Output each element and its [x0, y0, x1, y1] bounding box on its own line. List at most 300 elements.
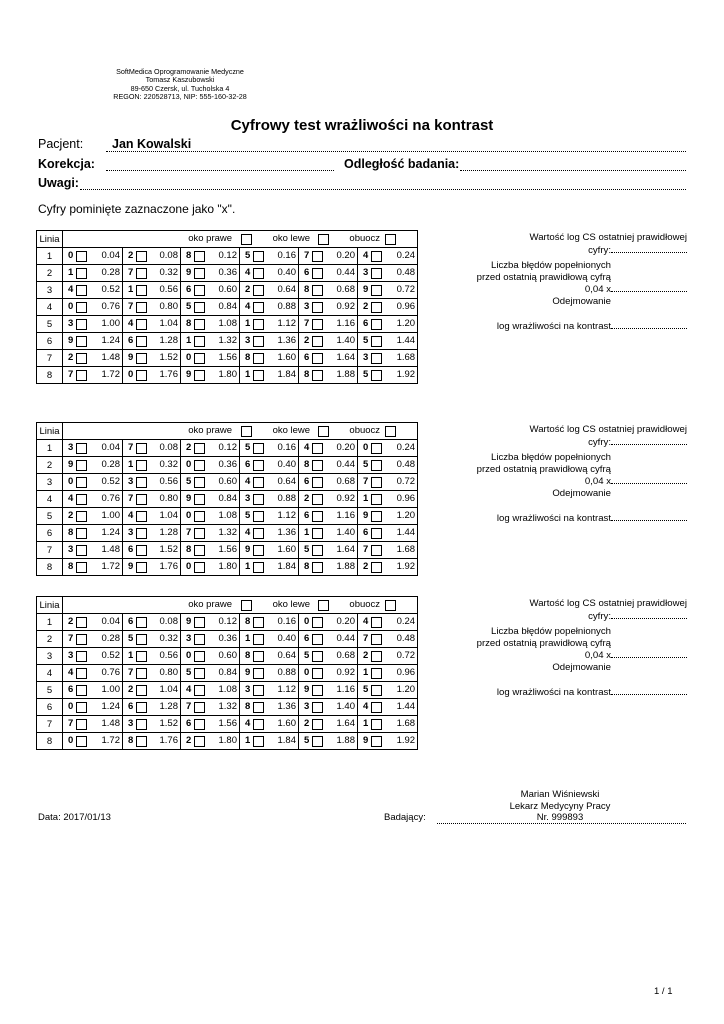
digit-cell: [123, 367, 181, 384]
digit-checkbox[interactable]: [136, 251, 147, 262]
digit-checkbox[interactable]: [371, 494, 382, 505]
digit-checkbox[interactable]: [371, 651, 382, 662]
cs-value: 1.40: [336, 335, 355, 346]
digit-checkbox[interactable]: [371, 668, 382, 679]
digit-checkbox[interactable]: [76, 562, 87, 573]
table-row: [37, 265, 418, 282]
digit-checkbox[interactable]: [136, 336, 147, 347]
log-cs-value-line[interactable]: [611, 512, 687, 521]
digit-cell: [123, 699, 181, 716]
log-cs-value-line[interactable]: [611, 686, 687, 695]
digit-checkbox[interactable]: [76, 685, 87, 696]
digit: 6: [304, 633, 310, 644]
right-eye-checkbox[interactable]: [241, 426, 252, 437]
line-number: 4: [37, 299, 63, 316]
digit-checkbox[interactable]: [76, 319, 87, 330]
digit-checkbox[interactable]: [253, 268, 264, 279]
line-number: 1: [37, 248, 63, 265]
digit-cell: [299, 248, 358, 265]
digit-checkbox[interactable]: [371, 302, 382, 313]
digit-checkbox[interactable]: [76, 668, 87, 679]
cs-value: 1.64: [336, 718, 355, 729]
digit-checkbox[interactable]: [194, 443, 205, 454]
digit-checkbox[interactable]: [194, 460, 205, 471]
digit-checkbox[interactable]: [253, 336, 264, 347]
digit-checkbox[interactable]: [371, 370, 382, 381]
digit-cell: [358, 367, 418, 384]
digit-checkbox[interactable]: [136, 511, 147, 522]
digit-checkbox[interactable]: [194, 302, 205, 313]
examiner-signature: [470, 789, 650, 824]
digit-cell: [123, 474, 181, 491]
header-eye-options: [63, 597, 418, 614]
distance-line: [460, 170, 686, 171]
digit-checkbox[interactable]: [136, 545, 147, 556]
line-number: 6: [37, 333, 63, 350]
digit-checkbox[interactable]: [253, 719, 264, 730]
digit-checkbox[interactable]: [312, 319, 323, 330]
cs-value: 0.44: [336, 633, 355, 644]
table-row: [37, 457, 418, 474]
digit-cell: [358, 716, 418, 733]
digit-cell: [240, 333, 299, 350]
digit-checkbox[interactable]: [371, 617, 382, 628]
digit-checkbox[interactable]: [371, 719, 382, 730]
digit-checkbox[interactable]: [312, 353, 323, 364]
company-address: 89-650 Czersk, ul. Tucholska 4: [130, 83, 230, 93]
errors-value-line[interactable]: [611, 283, 687, 292]
digit: 4: [304, 442, 310, 453]
digit-checkbox[interactable]: [194, 736, 205, 747]
cs-value: 1.84: [277, 369, 296, 380]
digit-checkbox[interactable]: [76, 545, 87, 556]
digit-cell: [299, 282, 358, 299]
digit-checkbox[interactable]: [253, 562, 264, 573]
line-number: 5: [37, 508, 63, 525]
table-row: [37, 350, 418, 367]
cs-value-line[interactable]: [611, 244, 687, 253]
digit-checkbox[interactable]: [76, 617, 87, 628]
digit-checkbox[interactable]: [371, 634, 382, 645]
digit-cell: [181, 542, 240, 559]
correction-line: [106, 170, 334, 171]
digit-checkbox[interactable]: [76, 370, 87, 381]
digit-checkbox[interactable]: [194, 651, 205, 662]
digit-checkbox[interactable]: [76, 736, 87, 747]
cs-value: 1.44: [396, 701, 416, 712]
digit: 1: [186, 335, 192, 346]
cs-value: 1.32: [218, 527, 237, 538]
cs-value: 1.40: [336, 527, 355, 538]
digit-checkbox[interactable]: [136, 285, 147, 296]
digit-checkbox[interactable]: [253, 545, 264, 556]
digit-checkbox[interactable]: [136, 477, 147, 488]
digit: 9: [363, 284, 369, 295]
digit-cell: [63, 350, 123, 367]
digit-checkbox[interactable]: [371, 251, 382, 262]
digit-checkbox[interactable]: [253, 651, 264, 662]
both-eyes-label: obuocz: [349, 599, 381, 610]
digit-checkbox[interactable]: [194, 370, 205, 381]
digit-checkbox[interactable]: [76, 528, 87, 539]
cs-value: 1.32: [218, 701, 237, 712]
cs-value-line[interactable]: [611, 436, 687, 445]
digit-cell: [358, 350, 418, 367]
cs-value: 1.24: [101, 701, 120, 712]
digit-checkbox[interactable]: [371, 702, 382, 713]
digit-checkbox[interactable]: [371, 336, 382, 347]
digit-checkbox[interactable]: [194, 617, 205, 628]
cs-value: 0.56: [159, 650, 178, 661]
digit: 8: [304, 459, 310, 470]
cs-value: 0.88: [277, 493, 296, 504]
digit-cell: [299, 614, 358, 631]
digit-checkbox[interactable]: [76, 460, 87, 471]
digit-cell: [299, 525, 358, 542]
cs-value: 0.28: [101, 459, 120, 470]
digit-checkbox[interactable]: [136, 302, 147, 313]
digit: 6: [304, 352, 310, 363]
digit: 5: [245, 510, 251, 521]
digit-checkbox[interactable]: [371, 528, 382, 539]
digit: 8: [245, 352, 251, 363]
digit: 4: [363, 250, 369, 261]
cs-value: 0.72: [396, 476, 416, 487]
digit: 0: [68, 250, 74, 261]
cs-value: 1.80: [218, 735, 237, 746]
digit-checkbox[interactable]: [194, 251, 205, 262]
errors-label-2: przed ostatnią prawidłową cyfrą: [476, 463, 611, 475]
digit-checkbox[interactable]: [194, 668, 205, 679]
digit-checkbox[interactable]: [194, 685, 205, 696]
digit-checkbox[interactable]: [371, 353, 382, 364]
cs-value: 0.32: [159, 267, 178, 278]
digit-checkbox[interactable]: [312, 668, 323, 679]
digit-cell: [63, 316, 123, 333]
digit-checkbox[interactable]: [253, 685, 264, 696]
digit-cell: [240, 316, 299, 333]
digit-checkbox[interactable]: [312, 651, 323, 662]
digit-cell: [63, 648, 123, 665]
digit-cell: [358, 457, 418, 474]
cs-value: 0.92: [336, 493, 355, 504]
digit-cell: [240, 648, 299, 665]
cs-value: 1.92: [396, 369, 416, 380]
digit-checkbox[interactable]: [136, 651, 147, 662]
cs-value: 1.80: [218, 369, 237, 380]
digit-cell: [123, 559, 181, 576]
line-number: 3: [37, 648, 63, 665]
digit-cell: [299, 333, 358, 350]
digit-checkbox[interactable]: [76, 494, 87, 505]
digit-checkbox[interactable]: [253, 617, 264, 628]
both-eyes-checkbox[interactable]: [385, 426, 396, 437]
digit-cell: [123, 525, 181, 542]
digit-checkbox[interactable]: [312, 702, 323, 713]
table-row: [37, 648, 418, 665]
digit-checkbox[interactable]: [76, 477, 87, 488]
digit-checkbox[interactable]: [253, 668, 264, 679]
table-row: [37, 525, 418, 542]
cs-value-line[interactable]: [611, 610, 687, 619]
digit-cell: [63, 631, 123, 648]
digit-checkbox[interactable]: [312, 460, 323, 471]
digit-cell: [299, 299, 358, 316]
digit-checkbox[interactable]: [312, 370, 323, 381]
digit-checkbox[interactable]: [312, 719, 323, 730]
table-row: [37, 665, 418, 682]
digit-checkbox[interactable]: [253, 736, 264, 747]
cs-value: 0.40: [277, 267, 296, 278]
errors-label: Liczba błędów popełnionych: [490, 260, 611, 272]
digit-checkbox[interactable]: [371, 685, 382, 696]
digit: 8: [304, 284, 310, 295]
header-line: Linia: [37, 597, 63, 614]
digit-checkbox[interactable]: [194, 528, 205, 539]
digit: 2: [128, 684, 134, 695]
digit-checkbox[interactable]: [76, 702, 87, 713]
digit-checkbox[interactable]: [371, 511, 382, 522]
cs-value: 0.52: [101, 284, 120, 295]
digit-checkbox[interactable]: [253, 494, 264, 505]
digit-checkbox[interactable]: [371, 736, 382, 747]
digit: 1: [304, 527, 310, 538]
digit-checkbox[interactable]: [312, 685, 323, 696]
digit-checkbox[interactable]: [253, 302, 264, 313]
digit-checkbox[interactable]: [371, 545, 382, 556]
digit-checkbox[interactable]: [136, 668, 147, 679]
digit-checkbox[interactable]: [194, 545, 205, 556]
errors-value-line[interactable]: [611, 475, 687, 484]
digit: 1: [245, 735, 251, 746]
digit-checkbox[interactable]: [76, 719, 87, 730]
digit-checkbox[interactable]: [194, 511, 205, 522]
digit-checkbox[interactable]: [312, 336, 323, 347]
cs-value: 1.56: [218, 718, 237, 729]
digit-checkbox[interactable]: [76, 302, 87, 313]
digit-checkbox[interactable]: [194, 285, 205, 296]
digit-checkbox[interactable]: [136, 736, 147, 747]
cs-value: 0.20: [336, 442, 355, 453]
digit-cell: [358, 248, 418, 265]
digit-cell: [63, 614, 123, 631]
digit-checkbox[interactable]: [312, 302, 323, 313]
digit-checkbox[interactable]: [371, 443, 382, 454]
digit-cell: [299, 491, 358, 508]
digit-checkbox[interactable]: [136, 460, 147, 471]
digit-checkbox[interactable]: [371, 285, 382, 296]
digit-checkbox[interactable]: [194, 719, 205, 730]
digit-checkbox[interactable]: [194, 562, 205, 573]
cs-value: 1.00: [101, 318, 120, 329]
digit-checkbox[interactable]: [194, 494, 205, 505]
digit-checkbox[interactable]: [76, 511, 87, 522]
digit-checkbox[interactable]: [253, 702, 264, 713]
digit-checkbox[interactable]: [312, 443, 323, 454]
digit-checkbox[interactable]: [76, 651, 87, 662]
digit-checkbox[interactable]: [312, 634, 323, 645]
digit-checkbox[interactable]: [136, 494, 147, 505]
digit-checkbox[interactable]: [194, 702, 205, 713]
errors-label-3: 0,04 x: [584, 476, 611, 488]
digit-cell: [240, 542, 299, 559]
digit-checkbox[interactable]: [312, 268, 323, 279]
digit-checkbox[interactable]: [194, 477, 205, 488]
errors-label-2: przed ostatnią prawidłową cyfrą: [476, 271, 611, 283]
digit-checkbox[interactable]: [136, 319, 147, 330]
digit-checkbox[interactable]: [253, 319, 264, 330]
digit: 6: [304, 510, 310, 521]
digit-checkbox[interactable]: [76, 634, 87, 645]
digit-checkbox[interactable]: [253, 634, 264, 645]
cs-value: 0.20: [336, 616, 355, 627]
digit: 5: [186, 301, 192, 312]
cs-value: 0.12: [218, 250, 237, 261]
right-eye-checkbox[interactable]: [241, 600, 252, 611]
digit-checkbox[interactable]: [194, 319, 205, 330]
digit-checkbox[interactable]: [312, 528, 323, 539]
digit-checkbox[interactable]: [312, 617, 323, 628]
digit: 2: [128, 250, 134, 261]
digit-checkbox[interactable]: [253, 251, 264, 262]
digit-checkbox[interactable]: [76, 336, 87, 347]
digit: 6: [304, 267, 310, 278]
cs-value: 1.76: [159, 735, 178, 746]
digit-checkbox[interactable]: [312, 736, 323, 747]
digit: 8: [186, 544, 192, 555]
digit-checkbox[interactable]: [194, 353, 205, 364]
digit-checkbox[interactable]: [76, 251, 87, 262]
digit-checkbox[interactable]: [136, 562, 147, 573]
digit-checkbox[interactable]: [136, 443, 147, 454]
digit-checkbox[interactable]: [76, 285, 87, 296]
digit-cell: [358, 333, 418, 350]
digit-checkbox[interactable]: [312, 562, 323, 573]
digit: 8: [304, 369, 310, 380]
digit-checkbox[interactable]: [371, 477, 382, 488]
digit: 1: [245, 369, 251, 380]
examiner-role: Lekarz Medycyny Pracy: [509, 800, 611, 812]
digit: 9: [363, 510, 369, 521]
digit-checkbox[interactable]: [253, 460, 264, 471]
left-eye-checkbox[interactable]: [318, 426, 329, 437]
digit-checkbox[interactable]: [312, 285, 323, 296]
digit-cell: [123, 248, 181, 265]
digit: 8: [68, 527, 74, 538]
digit-checkbox[interactable]: [136, 370, 147, 381]
digit-checkbox[interactable]: [136, 702, 147, 713]
digit-cell: [63, 333, 123, 350]
digit-checkbox[interactable]: [194, 336, 205, 347]
digit-checkbox[interactable]: [253, 528, 264, 539]
digit-checkbox[interactable]: [194, 634, 205, 645]
digit-checkbox[interactable]: [253, 370, 264, 381]
digit-checkbox[interactable]: [253, 511, 264, 522]
digit-checkbox[interactable]: [253, 477, 264, 488]
log-cs-label: log wrażliwości na kontrast: [496, 512, 611, 524]
cs-label-2: cyfry:: [588, 436, 611, 448]
left-eye-checkbox[interactable]: [318, 600, 329, 611]
cs-value: 1.40: [336, 701, 355, 712]
digit-checkbox[interactable]: [253, 353, 264, 364]
digit: 3: [245, 335, 251, 346]
cs-value: 0.72: [396, 284, 416, 295]
digit-checkbox[interactable]: [312, 251, 323, 262]
both-eyes-checkbox[interactable]: [385, 600, 396, 611]
digit-checkbox[interactable]: [312, 545, 323, 556]
digit-checkbox[interactable]: [136, 268, 147, 279]
cs-value: 1.16: [336, 510, 355, 521]
digit-checkbox[interactable]: [194, 268, 205, 279]
digit-checkbox[interactable]: [76, 268, 87, 279]
digit-checkbox[interactable]: [371, 460, 382, 471]
digit: 2: [304, 493, 310, 504]
table-row: [37, 474, 418, 491]
digit-checkbox[interactable]: [371, 268, 382, 279]
digit-checkbox[interactable]: [136, 634, 147, 645]
digit-checkbox[interactable]: [371, 319, 382, 330]
subtract-label: Odejmowanie: [552, 661, 611, 673]
digit-checkbox[interactable]: [312, 477, 323, 488]
digit-checkbox[interactable]: [76, 443, 87, 454]
cs-value: 0.88: [277, 667, 296, 678]
cs-value: 1.52: [159, 718, 178, 729]
right-eye-checkbox[interactable]: [241, 234, 252, 245]
cs-value: 1.52: [159, 544, 178, 555]
digit-cell: [181, 248, 240, 265]
digit: 3: [68, 650, 74, 661]
digit: 7: [363, 544, 369, 555]
cs-value: 0.04: [101, 250, 120, 261]
digit: 6: [186, 718, 192, 729]
both-eyes-checkbox[interactable]: [385, 234, 396, 245]
digit: 9: [68, 459, 74, 470]
digit: 0: [68, 476, 74, 487]
digit-checkbox[interactable]: [312, 494, 323, 505]
digit: 2: [363, 650, 369, 661]
digit: 4: [186, 684, 192, 695]
left-eye-checkbox[interactable]: [318, 234, 329, 245]
digit-checkbox[interactable]: [136, 353, 147, 364]
errors-value-line[interactable]: [611, 649, 687, 658]
digit-checkbox[interactable]: [136, 719, 147, 730]
digit-checkbox[interactable]: [136, 617, 147, 628]
cs-value: 0.16: [277, 250, 296, 261]
digit: 8: [186, 250, 192, 261]
cs-value: 1.12: [277, 318, 296, 329]
document-title: Cyfrowy test wrażliwości na kontrast: [230, 117, 494, 134]
log-cs-value-line[interactable]: [611, 320, 687, 329]
digit-checkbox[interactable]: [253, 443, 264, 454]
digit-checkbox[interactable]: [136, 528, 147, 539]
table-row: [37, 367, 418, 384]
digit: 8: [186, 318, 192, 329]
digit-checkbox[interactable]: [76, 353, 87, 364]
digit-cell: [63, 367, 123, 384]
digit: 2: [68, 352, 74, 363]
examiner-name: Marian Wiśniewski: [520, 789, 600, 800]
digit: 7: [68, 718, 74, 729]
cs-value: 1.28: [159, 527, 178, 538]
digit-cell: [181, 491, 240, 508]
digit-checkbox[interactable]: [312, 511, 323, 522]
digit: 9: [245, 544, 251, 555]
result-panel: [440, 598, 687, 698]
digit-checkbox[interactable]: [253, 285, 264, 296]
digit-checkbox[interactable]: [371, 562, 382, 573]
digit-cell: [358, 699, 418, 716]
digit-checkbox[interactable]: [136, 685, 147, 696]
